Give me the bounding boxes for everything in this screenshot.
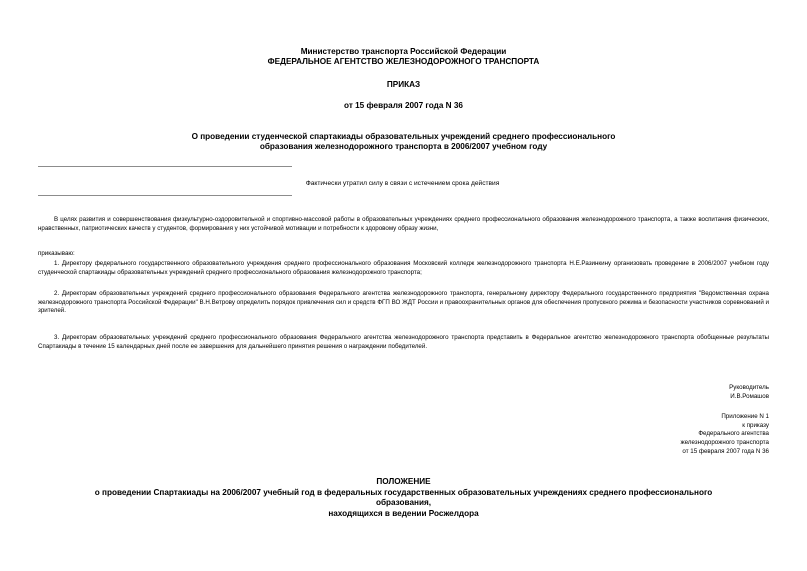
- regulation-line-3: находящихся в ведении Росжелдора: [328, 509, 479, 518]
- order-item-3: 3. Директорам образовательных учреждений среднего профессионального образования Федерального агентства железнодорожного транспорта представить в Федеральное агентство железнодорожного транспорта обобщенные результаты Спартакиады в течение 15 календарных дней после ее завершения для дальнейшего принятия решения о награждении победителей.: [38, 334, 769, 350]
- appendix-line-1: Приложение N 1: [721, 413, 769, 420]
- ministry-name: Министерство транспорта Российской Федерации: [300, 47, 507, 56]
- appendix-line-3: Федерального агентства: [698, 430, 769, 438]
- divider-top: [38, 166, 292, 167]
- title-line-1: О проведении студенческой спартакиады образовательных учреждений среднего профессионального: [191, 132, 616, 141]
- regulation-line-2: образования,: [375, 498, 432, 507]
- signature-name: И.В.Ромашов: [730, 392, 769, 400]
- appendix-line-4: железнодорожного транспорта: [680, 439, 769, 447]
- appendix-line-5: от 15 февраля 2007 года N 36: [682, 447, 769, 455]
- divider-bottom: [38, 195, 292, 196]
- regulation-line-1: о проведении Спартакиады на 2006/2007 учебный год в федеральных государственных образовательных учреждениях среднего профессионального: [94, 488, 713, 497]
- document-type: ПРИКАЗ: [386, 80, 421, 89]
- signature-position: Руководитель: [729, 384, 769, 391]
- document-date: от 15 февраля 2007 года N 36: [344, 101, 463, 110]
- order-item-2: 2. Директорам образовательных учреждений среднего профессионального образования Федерального агентства железнодорожного транспорта, генеральному директору Федерального государственного предприятия "Ведомственная охрана железнодорожного транспорта Российской Федерации" В.Н.Ветрову определить порядок привлечения сил и средств ФГП ВО ЖДТ России и правоохранительных органов для обеспечения пропускного режима и безопасности участников соревнований и зрителей.: [38, 290, 769, 315]
- agency-name: ФЕДЕРАЛЬНОЕ АГЕНТСТВО ЖЕЛЕЗНОДОРОЖНОГО ТРАНСПОРТА: [267, 57, 540, 66]
- appendix-line-2: к приказу: [742, 421, 769, 429]
- title-line-2: образования железнодорожного транспорта в 2006/2007 учебном году: [259, 142, 548, 151]
- signature-block: [729, 384, 769, 401]
- order-item-1: 1. Директору федерального государственного образовательного учреждения среднего профессионального образования Московский колледж железнодорожного транспорта Н.Е.Разинкину организовать проведение в 2006/2007 учебном году студенческой спартакиады образовательных учреждений среднего профессионального образования железнодорожного транспорта;: [38, 260, 769, 276]
- status-note: Фактически утратил силу в связи с истечением срока действия: [305, 180, 500, 187]
- order-word: приказываю:: [38, 250, 75, 257]
- intro-paragraph: В целях развития и совершенствования физкультурно-оздоровительной и спортивно-массовой работы в образовательных учреждениях среднего профессионального образования железнодорожного транспорта, а также воспитания физических, нравственных, патриотических качеств у студентов, формирования у них устойчивой мотивации и потребности к здоровому образу жизни,: [38, 216, 769, 232]
- regulation-heading: ПОЛОЖЕНИЕ: [376, 477, 431, 486]
- appendix-block: [680, 413, 769, 457]
